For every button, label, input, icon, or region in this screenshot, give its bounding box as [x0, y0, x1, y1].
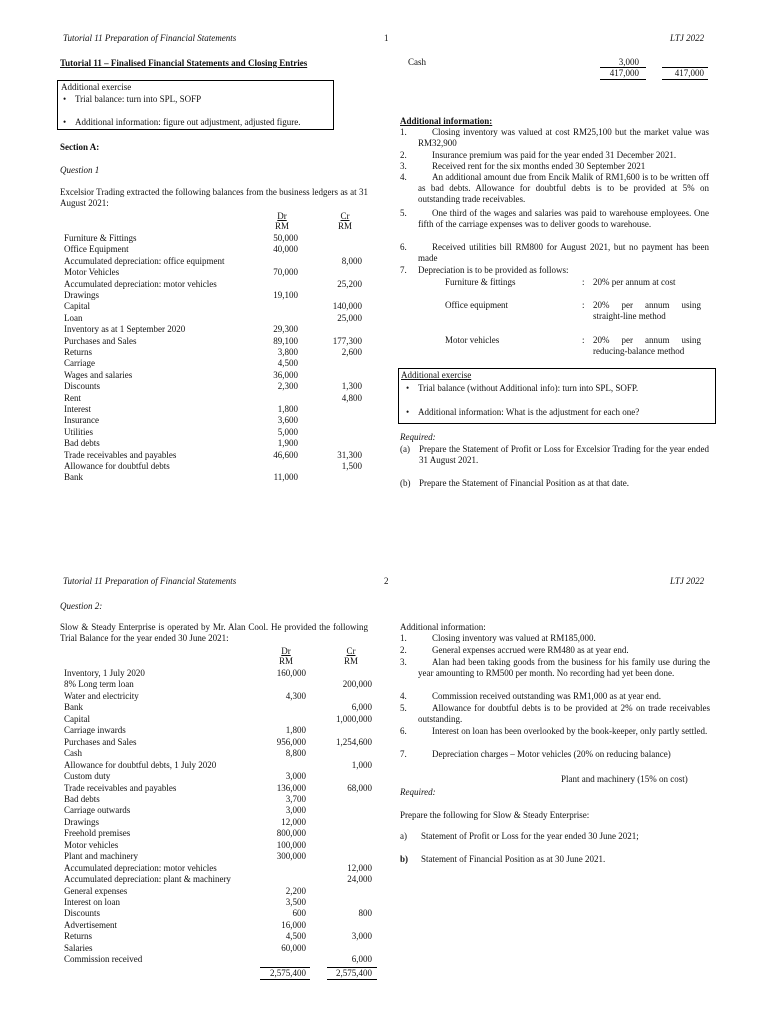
additional-exercise-box [57, 80, 334, 130]
account-label: Bank [64, 472, 83, 483]
debit-value: 36,000 [273, 369, 298, 380]
account-label: Returns [64, 347, 92, 357]
cash-label: Cash [408, 57, 426, 67]
account-label: Bank [64, 702, 83, 713]
debit-value: 300,000 [276, 851, 306, 862]
underline [260, 979, 310, 980]
credit-value: 25,200 [337, 278, 362, 289]
info-number: 5. [400, 208, 407, 218]
credit-value: 177,300 [332, 335, 362, 346]
info-number: 4. [400, 691, 407, 701]
account-label: Loan [64, 312, 83, 323]
page-header-right: LTJ 2022 [670, 576, 705, 586]
debit-value: 3,000 [285, 771, 306, 782]
section-heading: Section A: [60, 142, 100, 152]
info-number: 6. [400, 242, 407, 252]
debit-value: 800,000 [276, 828, 306, 839]
account-label: Inventory, 1 July 2020 [64, 668, 145, 678]
required-heading: Required: [400, 787, 436, 797]
account-label: Advertisement [64, 919, 117, 930]
account-label: Rent [64, 392, 81, 403]
debit-value: 3,500 [285, 897, 306, 907]
account-label: Inventory as at 1 September 2020 [64, 324, 186, 335]
debit-value: 46,600 [273, 449, 298, 460]
page-header-left: Tutorial 11 Preparation of Financial Statements [63, 576, 237, 586]
info-text: Closing inventory was valued at cost RM25,100 but the market value was RM32,900 [418, 127, 709, 148]
info-text: Depreciation charges – Motor vehicles (20% on reducing balance) [432, 749, 671, 759]
account-label: Bad debts [64, 793, 100, 804]
req-a-text: Statement of Profit or Loss for the year ended 30 June 2021; [421, 831, 639, 841]
account-label: Accumulated depreciation: motor vehicles [64, 278, 217, 289]
credit-value: 1,500 [341, 461, 362, 471]
account-label: Utilities [64, 426, 93, 437]
debit-value: 600 [292, 908, 306, 919]
asset-name: Office equipment [445, 300, 509, 310]
info-text: Received rent for the six months ended 30 September 2021 [432, 161, 646, 171]
account-label: 8% Long term loan [64, 679, 134, 690]
debit-value: 8,800 [285, 748, 306, 759]
debit-value: 160,000 [276, 668, 306, 678]
question-heading: Question 2: [60, 601, 103, 611]
account-label: Purchases and Sales [64, 736, 137, 747]
column-unit-cr: RM [343, 656, 358, 666]
required-heading: Required: [400, 432, 436, 442]
column-header-cr: Cr [346, 646, 356, 656]
column-header-cr: Cr [340, 211, 350, 221]
account-label: Accumulated depreciation: plant & machinery [64, 874, 231, 885]
account-label: Carriage [64, 358, 95, 369]
debit-value: 956,000 [276, 736, 306, 747]
credit-value: 1,300 [341, 381, 362, 392]
account-label: Bad debts [64, 438, 100, 449]
account-label: Motor vehicles [64, 839, 119, 850]
box-item: • Additional information: What is the adjustment for each one? [418, 407, 639, 418]
debit-value: 4,500 [277, 358, 298, 369]
underline [662, 79, 708, 80]
req-b-text: Statement of Financial Position as at 30 June 2021. [421, 854, 606, 864]
credit-value: 800 [358, 908, 372, 919]
additional-info-heading: Additional information: [400, 116, 493, 126]
account-label: Drawings [64, 290, 99, 300]
info-text: Depreciation is to be provided as follows: [418, 265, 569, 275]
underline [600, 79, 646, 80]
info-number: 2. [400, 150, 407, 160]
colon: : [582, 277, 585, 287]
debit-value: 40,000 [273, 244, 298, 255]
debit-value: 1,800 [285, 725, 306, 736]
account-label: Capital [64, 301, 90, 312]
total-dr: 2,575,400 [270, 968, 306, 978]
account-label: Discounts [64, 381, 100, 392]
req-b-number: b) [400, 854, 409, 864]
info-text: Closing inventory was valued at RM185,000. [432, 633, 596, 643]
credit-value: 25,000 [337, 312, 362, 323]
debit-value: 1,800 [277, 404, 298, 414]
info-number: 3. [400, 161, 407, 171]
page-number: 1 [384, 33, 389, 43]
debit-value: 3,000 [285, 805, 306, 816]
colon: : [582, 335, 585, 345]
page-header-left: Tutorial 11 Preparation of Financial Statements [63, 33, 237, 43]
debit-value: 70,000 [273, 267, 298, 278]
document-title: Tutorial 11 – Finalised Financial Statements and Closing Entries [60, 58, 308, 68]
account-label: Discounts [64, 908, 100, 919]
question-heading: Question 1 [60, 165, 100, 175]
debit-value: 29,300 [273, 324, 298, 335]
info-number: 1. [400, 633, 407, 643]
colon: : [582, 300, 585, 310]
debit-value: 89,100 [273, 335, 298, 346]
credit-value: 6,000 [351, 702, 372, 713]
total-cr: 417,000 [674, 68, 704, 78]
box-item: • Trial balance: turn into SPL, SOFP [75, 94, 201, 105]
info-number: 5. [400, 703, 407, 713]
underline [327, 979, 377, 980]
credit-value: 12,000 [347, 862, 372, 873]
total-cr: 2,575,400 [336, 968, 372, 978]
account-label: Drawings [64, 816, 99, 827]
debit-value: 12,000 [281, 816, 306, 827]
info-text: Interest on loan has been overlooked by the book-keeper, only partly settled. [432, 726, 708, 736]
credit-value: 1,254,600 [336, 736, 372, 747]
debit-value: 4,500 [285, 931, 306, 942]
account-label: Commission received [64, 954, 143, 965]
additional-info-heading: Additional information: [400, 622, 486, 632]
account-label: Trade receivables and payables [64, 782, 177, 793]
credit-value: 6,000 [351, 954, 372, 965]
asset-name: Motor vehicles [445, 335, 500, 345]
info-text: Received utilities bill RM800 for August 2021, but no payment has been made [418, 242, 709, 263]
prepare-instruction: Prepare the following for Slow & Steady Enterprise: [400, 810, 590, 820]
debit-value: 1,900 [277, 438, 298, 449]
total-dr: 417,000 [609, 68, 639, 78]
asset-name: Furniture & fittings [445, 277, 516, 287]
debit-value: 60,000 [281, 942, 306, 953]
account-label: Water and electricity [64, 690, 139, 701]
box-heading: Additional exercise [61, 82, 132, 92]
req-a-text: Prepare the Statement of Profit or Loss for Excelsior Trading for the year ended 31 August 2021. [419, 444, 709, 465]
depreciation-rate: 20% per annum using straight-line method [593, 300, 701, 321]
account-label: General expenses [64, 885, 128, 896]
req-b-number: (b) [400, 478, 411, 488]
account-label: Interest [64, 404, 91, 414]
debit-value: 2,200 [285, 885, 306, 896]
info-text: An additional amount due from Encik Malik of RM1,600 is to be written off as bad debts. Allowance for doubtful debts is to be provided at 5% on outstanding trade receivables. [418, 172, 709, 204]
info-number: 3. [400, 657, 407, 667]
page-number: 2 [384, 576, 389, 586]
account-label: Trade receivables and payables [64, 449, 177, 460]
debit-value: 2,300 [277, 381, 298, 392]
info-text: Allowance for doubtful debts is to be provided at 2% on trade receivables outstanding. [418, 703, 710, 724]
account-label: Freehold premises [64, 828, 131, 839]
credit-value: 2,600 [341, 347, 362, 357]
account-label: Carriage outwards [64, 805, 131, 816]
box-heading: Additional exercise [401, 370, 472, 380]
info-text: Commission received outstanding was RM1,000 as at year end. [432, 691, 661, 701]
account-label: Insurance [64, 415, 99, 426]
column-header-dr: Dr [281, 646, 291, 656]
credit-value: 1,000 [351, 759, 372, 770]
credit-value: 68,000 [347, 782, 372, 793]
account-label: Allowance for doubtful debts [64, 461, 170, 471]
info-number: 4. [400, 172, 407, 182]
info-number: 7. [400, 749, 407, 759]
depreciation-extra: Plant and machinery (15% on cost) [561, 774, 688, 784]
debit-value: 3,600 [277, 415, 298, 426]
credit-value: 24,000 [347, 874, 372, 885]
underline [662, 67, 708, 68]
debit-value: 100,000 [276, 839, 306, 850]
debit-value: 4,300 [285, 690, 306, 701]
account-label: Allowance for doubtful debts, 1 July 2020 [64, 759, 217, 770]
debit-value: 19,100 [273, 290, 298, 300]
depreciation-rate: 20% per annum using reducing-balance method [593, 335, 701, 356]
box-item: • Trial balance (without Additional info): turn into SPL, SOFP. [418, 383, 638, 394]
box-item: • Additional information: figure out adjustment, adjusted figure. [75, 117, 300, 128]
credit-value: 1,000,000 [336, 713, 372, 724]
req-a-number: a) [400, 831, 407, 841]
credit-value: 31,300 [337, 449, 362, 460]
info-text: Alan had been taking goods from the business for his family use during the year amounting to RM500 per month. No recording had yet been done. [418, 657, 710, 678]
cash-dr: 3,000 [618, 57, 639, 67]
credit-value: 8,000 [341, 255, 362, 266]
credit-value: 4,800 [341, 392, 362, 403]
info-number: 1. [400, 127, 407, 137]
info-number: 7. [400, 265, 407, 275]
info-text: Insurance premium was paid for the year ended 31 December 2021. [432, 150, 677, 160]
column-unit-dr: RM [278, 656, 293, 666]
depreciation-rate: 20% per annum at cost [593, 277, 676, 287]
credit-value: 200,000 [342, 679, 372, 690]
debit-value: 136,000 [276, 782, 306, 793]
additional-exercise-box-2 [398, 368, 716, 424]
debit-value: 5,000 [277, 426, 298, 437]
account-label: Salaries [64, 942, 93, 953]
account-label: Accumulated depreciation: motor vehicles [64, 862, 217, 873]
account-label: Plant and machinery [64, 851, 138, 862]
account-label: Carriage inwards [64, 725, 126, 736]
question-intro: Slow & Steady Enterprise is operated by Mr. Alan Cool. He provided the following Trial Balance for the year ended 30 June 2021: [60, 622, 368, 643]
debit-value: 16,000 [281, 919, 306, 930]
account-label: Wages and salaries [64, 369, 133, 380]
req-a-number: (a) [400, 444, 410, 454]
account-label: Capital [64, 713, 90, 724]
account-label: Furniture & Fittings [64, 233, 137, 243]
account-label: Accumulated depreciation: office equipment [64, 255, 225, 266]
account-label: Custom duty [64, 771, 111, 782]
page-header-right: LTJ 2022 [670, 33, 705, 43]
debit-value: 3,800 [277, 347, 298, 357]
debit-value: 11,000 [273, 472, 298, 483]
column-unit-cr: RM [337, 221, 352, 231]
debit-value: 50,000 [273, 233, 298, 243]
column-unit-dr: RM [274, 221, 289, 231]
req-b-text: Prepare the Statement of Financial Position as at that date. [419, 478, 629, 488]
account-label: Motor Vehicles [64, 267, 120, 278]
debit-value: 3,700 [285, 793, 306, 804]
account-label: Cash [64, 748, 82, 759]
info-number: 6. [400, 726, 407, 736]
account-label: Interest on loan [64, 897, 120, 907]
credit-value: 3,000 [351, 931, 372, 942]
question-intro: Excelsior Trading extracted the following balances from the business ledgers as at 31 August 2021: [60, 187, 368, 208]
account-label: Returns [64, 931, 92, 942]
credit-value: 140,000 [332, 301, 362, 312]
account-label: Office Equipment [64, 244, 129, 255]
info-text: General expenses accrued were RM480 as at year end. [432, 645, 629, 655]
info-text: One third of the wages and salaries was paid to warehouse employees. One fifth of the carriage expenses was to deliver goods to warehouse. [418, 208, 709, 229]
account-label: Purchases and Sales [64, 335, 137, 346]
column-header-dr: Dr [277, 211, 287, 221]
info-number: 2. [400, 645, 407, 655]
